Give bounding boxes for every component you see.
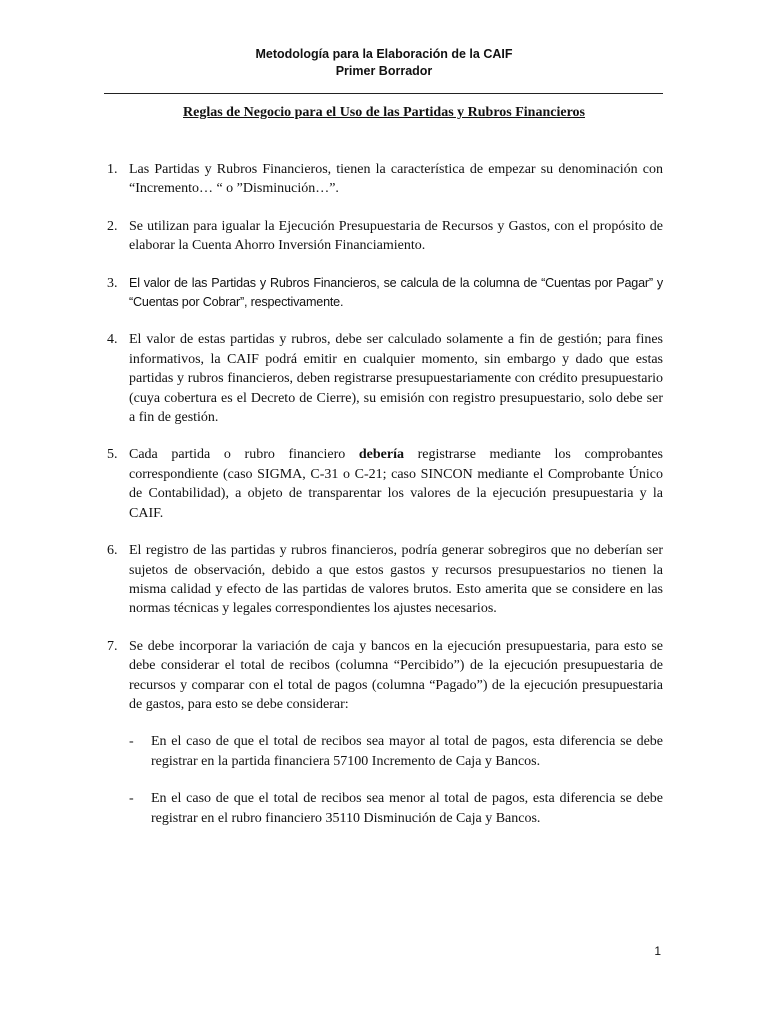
dash-bullet: - (129, 791, 134, 807)
item-text: El registro de las partidas y rubros financieros, podría generar sobregiros que no deberían ser sujetos de observación, debido a que estos gastos y recursos presupuestarios no tienen la misma calidad y efecto de las partidas de valores brutos. Esto amerita que se considere en las normas técnicas y legales correspondientes los ajustes necesarios. (129, 543, 663, 617)
item-number: 5. (107, 447, 118, 463)
header-divider (104, 93, 663, 94)
dash-bullet: - (129, 734, 134, 750)
list-item (107, 274, 663, 313)
item-text: Las Partidas y Rubros Financieros, tienen la característica de empezar su denominación con “Incremento… “ o ”Disminución…”. (129, 162, 663, 197)
sub-item-text: En el caso de que el total de recibos sea menor al total de pagos, esta diferencia se debe registrar en el rubro financiero 35110 Disminución de Caja y Bancos. (151, 791, 663, 826)
list-item (107, 330, 663, 427)
list-item (107, 160, 663, 199)
item-number: 6. (107, 543, 118, 559)
item-text-start: Cada partida o rubro financiero (129, 447, 359, 463)
item-text-emphasis: debería (358, 447, 404, 463)
item-text (129, 445, 663, 523)
item-text: El valor de las Partidas y Rubros Financieros, se calcula de la columna de “Cuentas por Pagar” y “Cuentas por Cobrar”, respectivamente. (129, 275, 663, 310)
header-title: Metodología para la Elaboración de la CAIF (255, 47, 513, 61)
item-text: El valor de estas partidas y rubros, debe ser calculado solamente a fin de gestión; para fines informativos, la CAIF podrá emitir en cualquier momento, sin embargo y dado que estas partidas y rubros financieros, deben registrarse presupuestariamente con crédito presupuestario (cuya cobertura es el Decreto de Cierre), su emisión con registro presupuestario, solo debe ser a fin de gestión. (129, 332, 663, 426)
list-item (107, 541, 663, 619)
sub-item-text: En el caso de que el total de recibos sea mayor al total de pagos, esta diferencia se debe registrar en la partida financiera 57100 Incremento de Caja y Bancos. (151, 734, 663, 769)
item-number: 1. (107, 162, 118, 177)
sub-list-item (129, 789, 663, 828)
item-number: 3. (107, 275, 118, 291)
section-title: Reglas de Negocio para el Uso de las Partidas y Rubros Financieros (183, 105, 585, 120)
item-text: Se debe incorporar la variación de caja y bancos en la ejecución presupuestaria, para esto se debe considerar el total de recibos (columna “Percibido”) de la ejecución presupuestaria de recursos y comparar con el total de pagos (columna “Pagado”) de la ejecución presupuestaria de gastos, para esto se debe considerar: (129, 638, 663, 712)
item-text: Se utilizan para igualar la Ejecución Presupuestaria de Recursos y Gastos, con el propósito de elaborar la Cuenta Ahorro Inversión Financiamiento. (129, 218, 663, 254)
page-number: 1 (654, 944, 661, 958)
rules-list (107, 160, 663, 846)
item-number: 7. (107, 638, 118, 654)
item-text-end: registrarse mediante los comprobantes correspondiente (caso SIGMA, C-31 o C-21; caso SINCON mediante el Comprobante Único de Contabilidad), a objeto de transparentar los valores de la ejecución presupuestaria y la CAIF. (129, 447, 663, 521)
list-item (107, 217, 663, 256)
sub-list-item (129, 732, 663, 771)
sub-list (129, 732, 663, 828)
list-item (107, 637, 663, 828)
item-number: 4. (107, 332, 118, 348)
page-header (0, 46, 768, 80)
list-item (107, 445, 663, 523)
item-number: 2. (107, 218, 118, 234)
header-subtitle: Primer Borrador (335, 64, 433, 78)
